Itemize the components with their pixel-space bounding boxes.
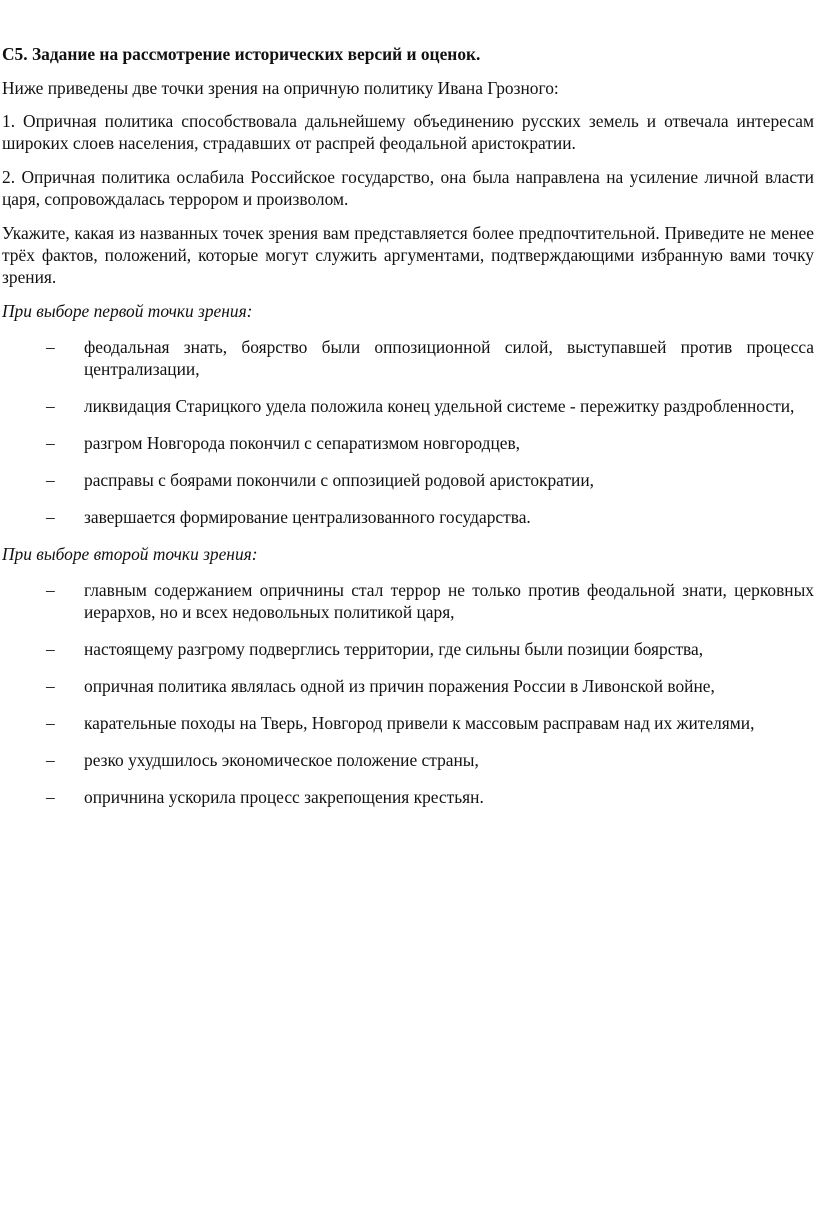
dash-bullet: – xyxy=(46,639,55,659)
section-second-heading: При выборе второй точки зрения: xyxy=(2,544,258,564)
list-item: – опричнина ускорила процесс закрепощения крестьян. xyxy=(46,787,484,807)
first-arguments-list xyxy=(2,336,814,528)
dash-bullet: – xyxy=(46,676,55,696)
viewpoint-2: 2. Опричная политика ослабила Российское государство, она была направлена на усиление личной власти царя, сопровождалась террором и произволом. xyxy=(2,167,814,209)
list-item: – феодальная знать, боярство были оппозиционной силой, выступавшей против процесса централизации, xyxy=(46,337,814,379)
intro-paragraph: Ниже приведены две точки зрения на опричную политику Ивана Грозного: xyxy=(2,78,559,98)
dash-bullet: – xyxy=(46,396,55,416)
section-first-heading: При выборе первой точки зрения: xyxy=(2,301,253,321)
list-item: – карательные походы на Тверь, Новгород привели к массовым расправам над их жителями, xyxy=(46,713,755,733)
dash-bullet: – xyxy=(46,337,55,357)
list-item: – расправы с боярами покончили с оппозицией родовой аристократии, xyxy=(46,470,594,490)
dash-bullet: – xyxy=(46,433,55,453)
task-paragraph: Укажите, какая из названных точек зрения вам представляется более предпочтительной. Приведите не менее трёх фактов, положений, которые могут служить аргументами, подтверждающими избранную вами точку зрения. xyxy=(2,223,814,287)
list-item: – разгром Новгорода покончил с сепаратизмом новгородцев, xyxy=(46,433,521,453)
second-arguments-list xyxy=(2,579,814,808)
list-item: – опричная политика являлась одной из причин поражения России в Ливонской войне, xyxy=(46,676,715,696)
list-item: – резко ухудшилось экономическое положение страны, xyxy=(46,750,479,770)
dash-bullet: – xyxy=(46,470,55,490)
dash-bullet: – xyxy=(46,507,55,527)
dash-bullet: – xyxy=(46,713,55,733)
list-item: – главным содержанием опричнины стал террор не только против феодальной знати, церковных иерархов, но и всех недовольных политикой царя, xyxy=(46,580,814,622)
dash-bullet: – xyxy=(46,580,55,600)
document-title: С5. Задание на рассмотрение исторических версий и оценок. xyxy=(2,44,481,64)
list-item: – ликвидация Старицкого удела положила конец удельной системе - пережитку раздробленности, xyxy=(46,396,795,416)
viewpoint-1: 1. Опричная политика способствовала дальнейшему объединению русских земель и отвечала интересам широких слоев населения, страдавших от распрей феодальной аристократии. xyxy=(2,111,814,153)
list-item: – настоящему разгрому подверглись территории, где сильны были позиции боярства, xyxy=(46,639,704,659)
list-item: – завершается формирование централизованного государства. xyxy=(46,507,531,527)
dash-bullet: – xyxy=(46,750,55,770)
dash-bullet: – xyxy=(46,787,55,807)
document-page xyxy=(2,43,814,823)
